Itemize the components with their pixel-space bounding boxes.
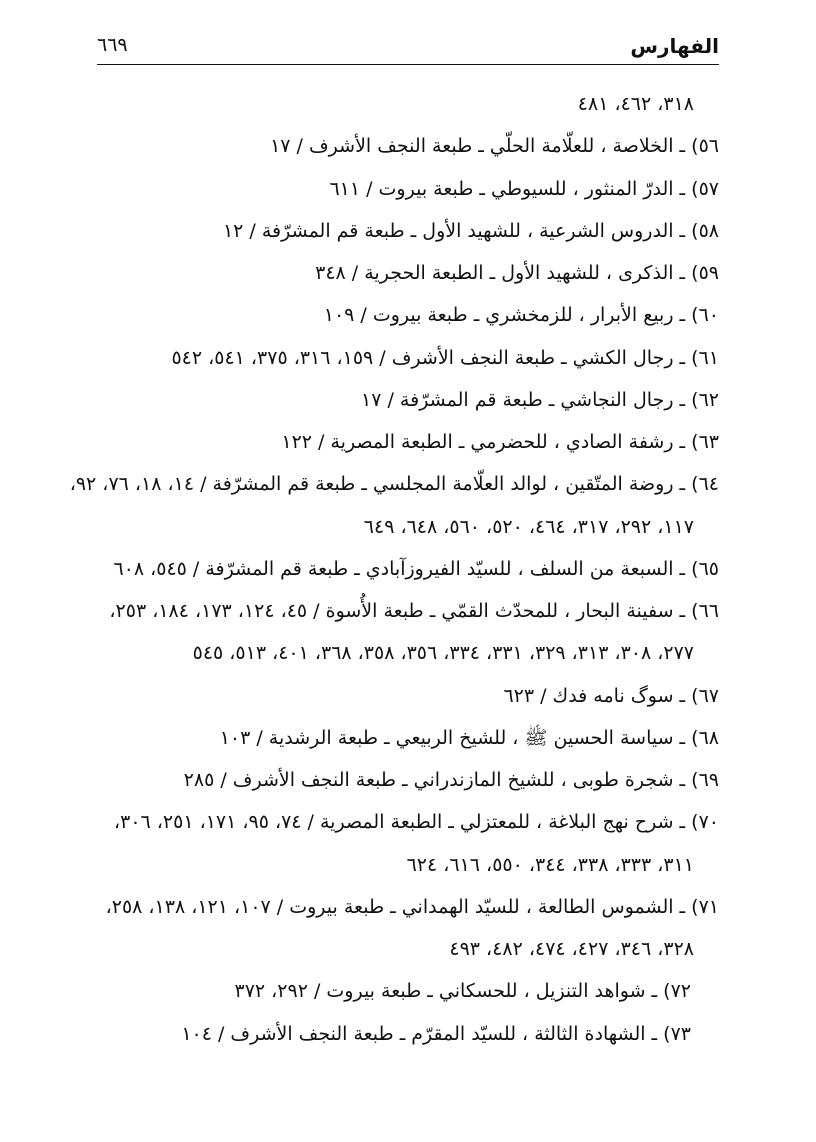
index-entry-line: ٦٦) ـ سفينة البحار ، للمحدّث القمّي ـ طبعة الأُسوة / ٤٥، ١٢٤، ١٧٣، ١٨٤، ٢٥٣، — [109, 600, 719, 622]
index-entry-line: ٧٢) ـ شواهد التنزيل ، للحسكاني ـ طبعة بيروت / ٢٩٢، ٣٧٢ — [234, 980, 691, 1003]
index-entry-line: ٦٣) ـ رشفة الصادي ، للحضرمي ـ الطبعة المصرية / ١٢٢ — [281, 431, 719, 453]
index-entry-line: ٧٠) ـ شرح نهج البلاغة ، للمعتزلي ـ الطبعة المصرية / ٧٤، ٩٥، ١٧١، ٢٥١، ٣٠٦، — [113, 811, 719, 834]
index-entry-line: ٦١) ـ رجال الكشي ـ طبعة النجف الأشرف / ١٥٩، ٣١٦، ٣٧٥، ٥٤١، ٥٤٢ — [171, 346, 719, 369]
index-entry-line: ٦٥) ـ السبعة من السلف ، للسيّد الفيروزآبادي ـ طبعة قم المشرّفة / ٥٤٥، ٦٠٨ — [113, 557, 719, 580]
index-entry-line: ٦٨) ـ سياسة الحسين ﷺ ، للشيخ الربيعي ـ طبعة الرشدية / ١٠٣ — [219, 726, 719, 749]
index-entry-line: ٦٧) ـ سوگ نامه فدك / ٦٢٣ — [503, 684, 719, 707]
index-entry-line: ٦٠) ـ ربيع الأبرار ، للزمخشري ـ طبعة بيروت / ١٠٩ — [323, 304, 719, 327]
index-entry-line: ٥٩) ـ الذكرى ، للشهيد الأول ـ الطبعة الحجرية / ٣٤٨ — [315, 262, 719, 284]
index-entry-line: ١١٧، ٢٩٢، ٣١٧، ٤٦٤، ٥٢٠، ٥٦٠، ٦٤٨، ٦٤٩ — [363, 515, 694, 538]
index-entry-line: ٣١٨، ٤٦٢، ٤٨١ — [577, 93, 694, 115]
page-number: ٦٦٩ — [97, 34, 128, 56]
index-entry-line: ٥٨) ـ الدروس الشرعية ، للشهيد الأول ـ طبعة قم المشرّفة / ١٢ — [222, 219, 719, 242]
index-entry-line: ٢٧٧، ٣٠٨، ٣١٣، ٣٢٩، ٣٣١، ٣٣٤، ٣٥٦، ٣٥٨، ٣٦٨، ٤٠١، ٥١٣، ٥٤٥ — [192, 642, 694, 665]
header-title: الفهارس — [630, 34, 719, 58]
index-entry-line: ٦٩) ـ شجرة طوبى ، للشيخ المازندراني ـ طبعة النجف الأشرف / ٢٨٥ — [183, 769, 719, 791]
index-entry-line: ٣١١، ٣٣٣، ٣٣٨، ٣٤٤، ٥٥٠، ٦١٦، ٦٢٤ — [406, 853, 694, 876]
index-entry-line: ٣٢٨، ٣٤٦، ٤٢٧، ٤٧٤، ٤٨٢، ٤٩٣ — [449, 938, 694, 960]
index-entry-line: ٥٧) ـ الدرّ المنثور ، للسيوطي ـ طبعة بيروت / ٦١١ — [329, 177, 719, 200]
index-entry-line: ٧١) ـ الشموس الطالعة ، للسيّد الهمداني ـ طبعة بيروت / ١٠٧، ١٢١، ١٣٨، ٢٥٨، — [105, 895, 719, 918]
index-entry-line: ٦٢) ـ رجال النجاشي ـ طبعة قم المشرّفة / ١٧ — [361, 388, 719, 411]
index-entry-line: ٧٣) ـ الشهادة الثالثة ، للسيّد المقرّم ـ طبعة النجف الأشرف / ١٠٤ — [181, 1022, 691, 1045]
index-entry-line: ٥٦) ـ الخلاصة ، للعلّامة الحلّي ـ طبعة النجف الأشرف / ١٧ — [270, 135, 719, 158]
index-entry-line: ٦٤) ـ روضة المتّقين ، لوالد العلّامة المجلسي ـ طبعة قم المشرّفة / ١٤، ١٨، ٧٦، ٩٢، — [69, 473, 719, 496]
